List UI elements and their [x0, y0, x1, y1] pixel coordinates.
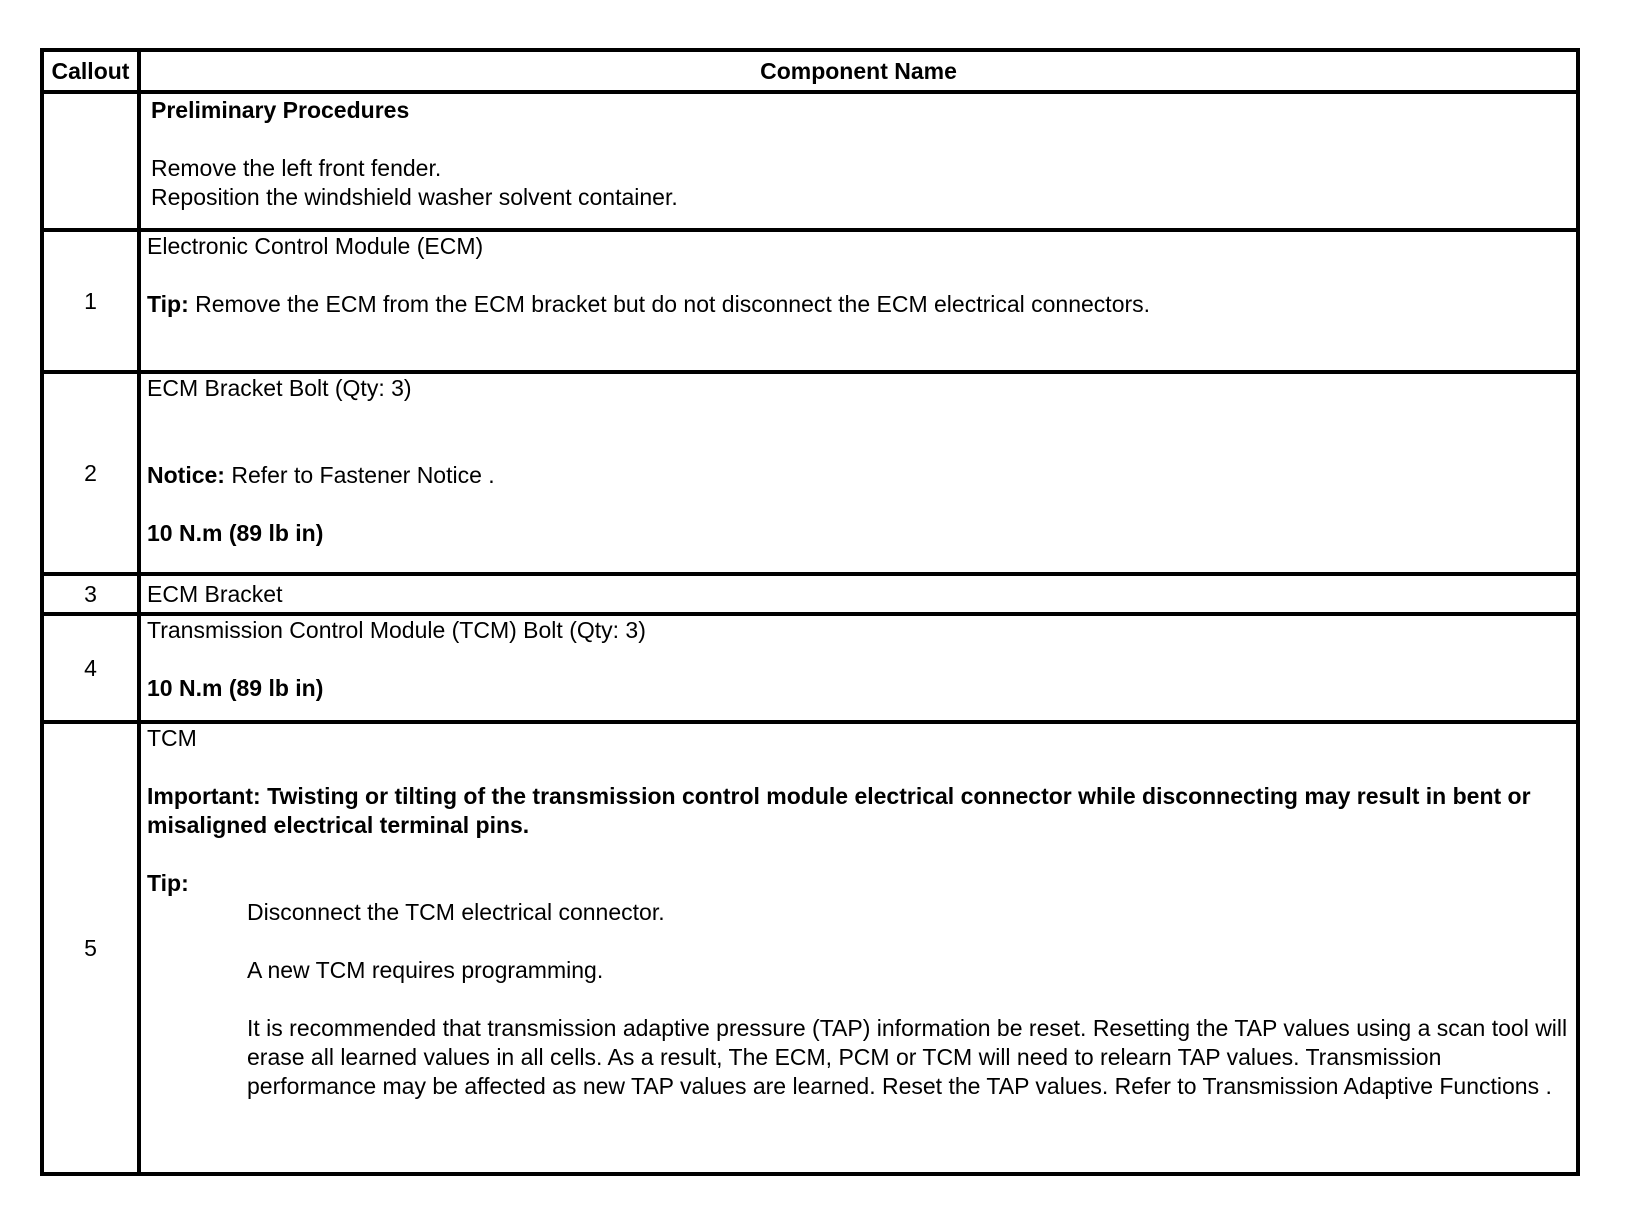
header-row [42, 50, 1578, 92]
tip-item: A new TCM requires programming. [247, 957, 604, 983]
preliminary-cell [139, 92, 1578, 230]
notice-label: Notice: [147, 462, 225, 488]
component-cell [139, 230, 1578, 372]
component-name: TCM [147, 725, 197, 751]
important-note: Important: Twisting or tilting of the transmission control module electrical connector while disconnecting may result in bent or misaligned electrical terminal pins. [147, 783, 1531, 838]
tip-body: Remove the ECM from the ECM bracket but do not disconnect the ECM electrical connectors. [188, 291, 1151, 317]
preliminary-step: Reposition the windshield washer solvent container. [151, 184, 678, 210]
table-row [42, 614, 1578, 722]
notice-text [147, 461, 1568, 490]
tip-text [147, 290, 1568, 319]
torque-spec: 10 N.m (89 lb in) [147, 520, 324, 546]
preliminary-callout-cell [42, 92, 139, 230]
component-cell [139, 614, 1578, 722]
callout-number: 2 [42, 372, 139, 574]
component-name: Electronic Control Module (ECM) [147, 233, 484, 259]
component-name: ECM Bracket [139, 574, 1578, 614]
component-cell [139, 722, 1578, 1174]
torque-spec: 10 N.m (89 lb in) [147, 675, 324, 701]
callout-number: 1 [42, 230, 139, 372]
callout-header: Callout [42, 50, 139, 92]
table-row [42, 574, 1578, 614]
table-row [42, 722, 1578, 1174]
preliminary-row [42, 92, 1578, 230]
notice-body: Refer to Fastener Notice . [224, 462, 495, 488]
tip-item: Disconnect the TCM electrical connector. [247, 899, 665, 925]
component-name: Transmission Control Module (TCM) Bolt (Qty: 3) [147, 617, 646, 643]
tip-label: Tip: [147, 870, 189, 896]
callout-number: 5 [42, 722, 139, 1174]
component-cell [139, 372, 1578, 574]
component-name: ECM Bracket Bolt (Qty: 3) [147, 375, 412, 401]
tip-item: It is recommended that transmission adaptive pressure (TAP) information be reset. Resetting the TAP values using a scan tool will erase all learned values in all cells. As a result, The ECM, PCM or TCM will need to relearn TAP values. Transmission performance may be affected as new TAP values are learned. Reset the TAP values. Refer to Transmission Adaptive Functions . [247, 1015, 1568, 1099]
tip-label: Tip: [147, 291, 189, 317]
component-name-header: Component Name [139, 50, 1578, 92]
callout-number: 4 [42, 614, 139, 722]
table-row [42, 230, 1578, 372]
callout-number: 3 [42, 574, 139, 614]
procedure-table [40, 48, 1580, 1176]
preliminary-step: Remove the left front fender. [151, 155, 442, 181]
table-row [42, 372, 1578, 574]
preliminary-heading: Preliminary Procedures [151, 97, 410, 123]
